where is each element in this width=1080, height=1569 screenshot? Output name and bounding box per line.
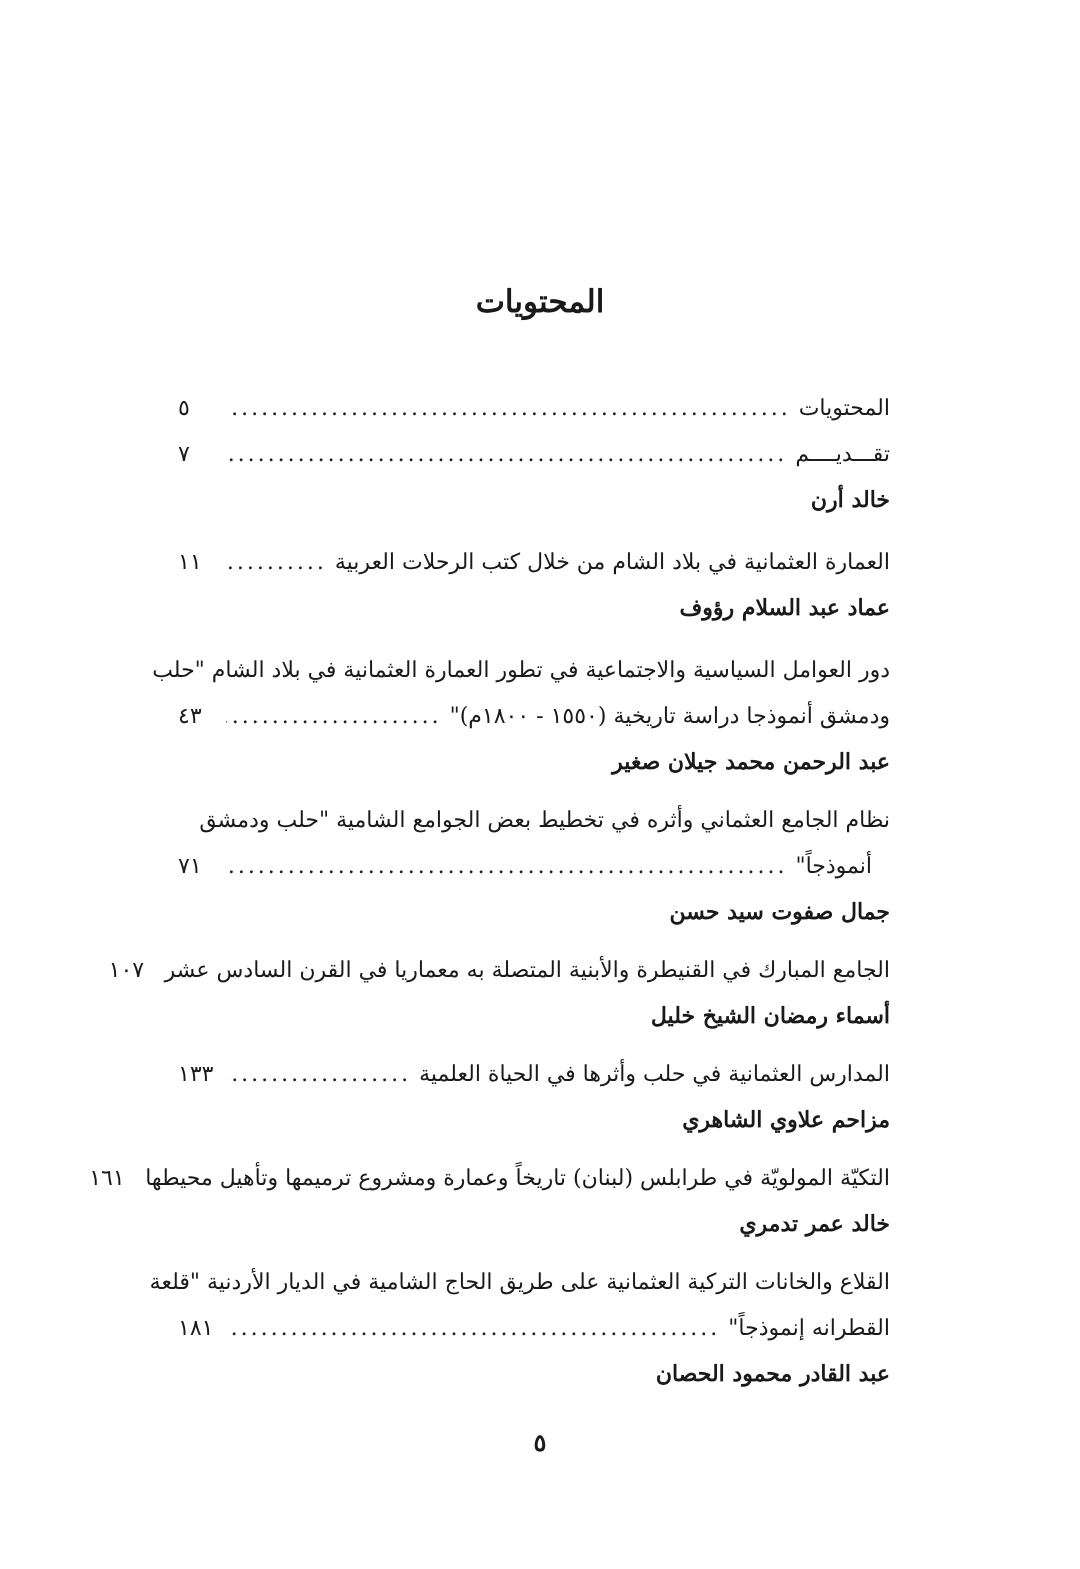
toc-author: عبد الرحمن محمد جيلان صغير: [612, 749, 890, 775]
toc-page-number: ١٠٧: [108, 958, 145, 983]
toc-author: خالد أرن: [810, 487, 890, 513]
toc-entry-title: أنموذجاً": [795, 854, 872, 879]
page-title: المحتويات: [475, 284, 605, 320]
toc-entry-preface: [178, 432, 890, 478]
toc-page-number: ٧١: [178, 854, 202, 879]
toc-entry-title: تقـــديــــم: [795, 442, 890, 467]
toc-author: عماد عبد السلام رؤوف: [679, 595, 890, 621]
dot-leader: [226, 1052, 411, 1098]
toc-entry-title: الجامع المبارك في القنيطرة والأبنية المتصلة به معماريا في القرن السادس عشر: [164, 958, 890, 983]
toc-entry: [89, 1156, 890, 1202]
toc-page-number: ٧: [178, 442, 190, 467]
toc-entry: [108, 948, 890, 994]
toc-entry-title-line: نظام الجامع العثماني وأثره في تخطيط بعض الجوامع الشامية "حلب ودمشق: [199, 808, 890, 833]
table-of-contents: [89, 386, 890, 1396]
toc-entry-title: القطرانه إنموذجاً": [728, 1316, 890, 1341]
toc-page-number: ١١: [178, 550, 202, 575]
dot-leader: [226, 694, 442, 740]
toc-entry: [178, 1052, 890, 1098]
toc-entry: [178, 1306, 890, 1352]
toc-entry-title: العمارة العثمانية في بلاد الشام من خلال كتب الرحلات العربية: [334, 550, 890, 575]
page-number: ٥: [533, 1428, 547, 1457]
toc-page-number: ١٣٣: [178, 1062, 214, 1087]
toc-entry: [178, 540, 890, 586]
toc-author: مزاحم علاوي الشاهري: [682, 1107, 890, 1133]
toc-page-number: ٤٣: [178, 704, 202, 729]
toc-entry-title: ودمشق أنموذجا دراسة تاريخية (١٥٥٠ - ١٨٠٠م)": [449, 704, 890, 729]
toc-entry-contents: [178, 386, 890, 432]
toc-entry-title: التكيّة المولويّة في طرابلس (لبنان) تاريخاً وعمارة ومشروع ترميمها وتأهيل محيطها: [145, 1166, 890, 1191]
toc-page-number: ١٦١: [89, 1166, 125, 1191]
dot-leader: [226, 844, 787, 890]
toc-entry: [178, 844, 890, 890]
toc-author: خالد عمر تدمري: [739, 1211, 890, 1237]
toc-author: جمال صفوت سيد حسن: [669, 899, 890, 925]
toc-entry-title-line: القلاع والخانات التركية العثمانية على طريق الحاج الشامية في الديار الأردنية "قلعة: [149, 1270, 890, 1295]
dot-leader: [226, 1306, 720, 1352]
toc-author: أسماء رمضان الشيخ خليل: [650, 1003, 890, 1029]
dot-leader: [226, 432, 787, 478]
toc-entry: [178, 694, 890, 740]
toc-entry-title: المحتويات: [798, 396, 890, 421]
toc-entry-title-line: دور العوامل السياسية والاجتماعية في تطور العمارة العثمانية في بلاد الشام "حلب: [152, 658, 890, 683]
toc-author: عبد القادر محمود الحصان: [655, 1361, 890, 1387]
toc-entry-title: المدارس العثمانية في حلب وأثرها في الحياة العلمية: [419, 1062, 890, 1087]
toc-page-number: ١٨١: [178, 1316, 214, 1341]
toc-page-number: ٥: [178, 396, 190, 421]
dot-leader: [226, 540, 327, 586]
dot-leader: [226, 386, 791, 432]
